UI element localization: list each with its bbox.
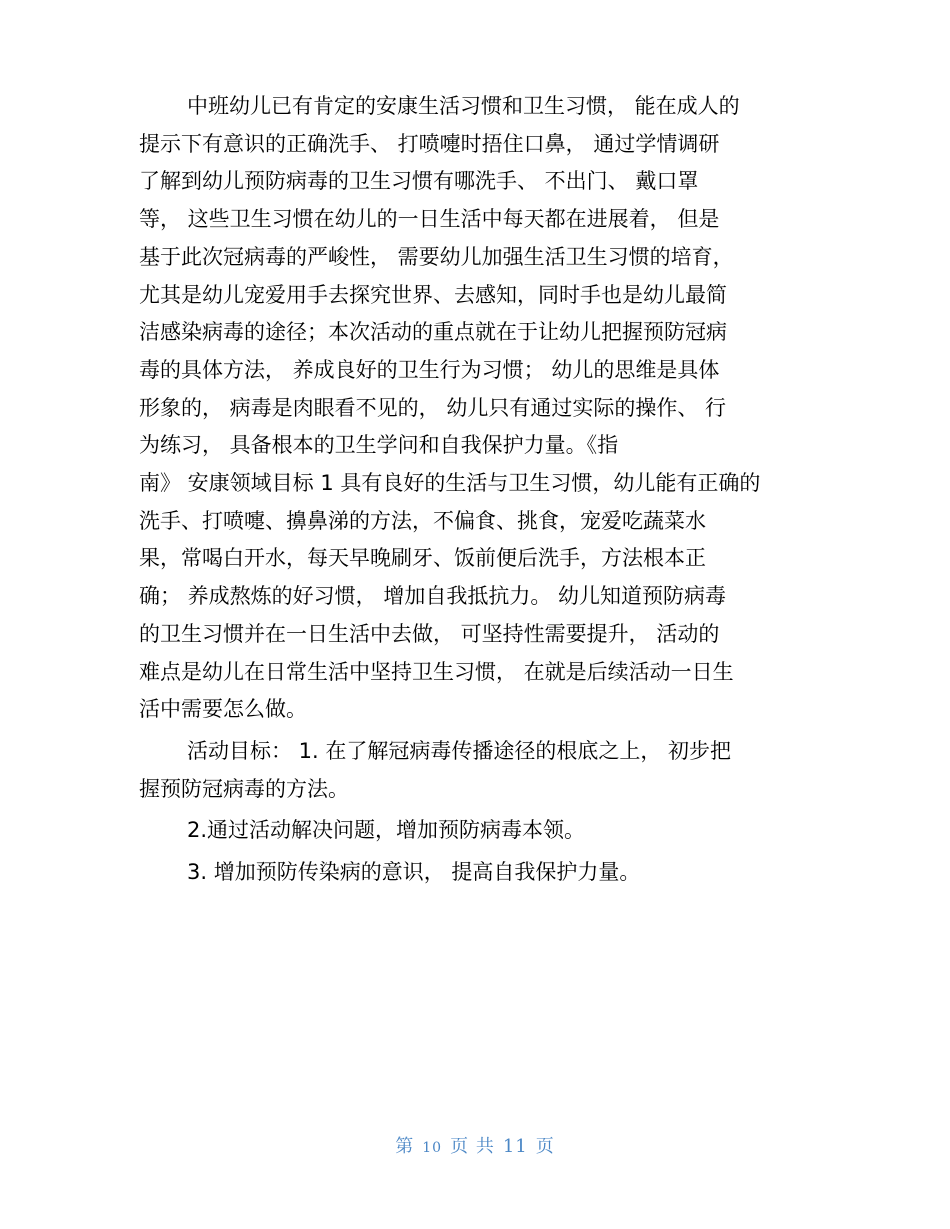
text-line: 南》 安康领域目标 1 具有良好的生活与卫生习惯，幼儿能有正确的 [139,471,761,496]
text-line: 基于此次冠病毒的严峻性， 需要幼儿加强生活卫生习惯的培育， [139,244,734,269]
text-line: 尤其是幼儿宠爱用手去探究世界、去感知，同时手也是幼儿最简 [139,282,727,307]
text-line: 3. 增加预防传染病的意识， 提高自我保护力量。 [187,860,641,885]
text-line: 活中需要怎么做。 [139,697,307,722]
text-line: 形象的， 病毒是肉眼看不见的， 幼儿只有通过实际的操作、 行 [139,395,727,420]
text-line: 果，常喝白开水，每天早晚刷牙、饭前便后洗手，方法根本正 [139,546,706,571]
text-line: 提示下有意识的正确洗手、 打喷嚏时捂住口鼻， 通过学情调研 [139,131,720,156]
paragraph-goal-3 [139,854,819,892]
text-line: 握预防冠病毒的方法。 [139,776,349,801]
footer-middle: 页 共 [450,1136,495,1157]
text-line: 等， 这些卫生习惯在幼儿的一日生活中每天都在进展着， 但是 [139,207,720,232]
body-text [139,88,819,896]
text-line: 2.通过活动解决问题，增加预防病毒本领。 [187,818,586,843]
text-line: 难点是幼儿在日常生活中坚持卫生习惯， 在就是后续活动一日生 [139,659,734,684]
text-line: 活动目标： 1. 在了解冠病毒传播途径的根底之上， 初步把 [187,738,732,763]
total-pages-number: 11 [502,1136,528,1157]
text-line: 为练习， 具备根本的卫生学问和自我保护力量。《指 [139,433,619,458]
page-footer [0,1132,950,1158]
footer-prefix: 第 [395,1136,415,1157]
paragraph [139,88,819,729]
text-line: 毒的具体方法， 养成良好的卫生行为习惯； 幼儿的思维是具体 [139,357,720,382]
text-line: 了解到幼儿预防病毒的卫生习惯有哪洗手、 不出门、 戴口罩 [139,169,699,194]
paragraph-activity-goal [139,733,819,808]
paragraph-goal-2 [139,812,819,850]
text-line: 洁感染病毒的途径；本次活动的重点就在于让幼儿把握预防冠病 [139,320,727,345]
footer-suffix: 页 [535,1136,555,1157]
text-line: 的卫生习惯并在一日生活中去做， 可坚持性需要提升， 活动的 [139,621,720,646]
text-line: 确； 养成熬炼的好习惯， 增加自我抵抗力。 幼儿知道预防病毒 [139,584,727,609]
current-page-number: 10 [422,1140,443,1156]
text-line: 洗手、打喷嚏、擤鼻涕的方法，不偏食、挑食，宠爱吃蔬菜水 [139,508,706,533]
text-line: 中班幼儿已有肯定的安康生活习惯和卫生习惯， 能在成人的 [187,94,740,118]
